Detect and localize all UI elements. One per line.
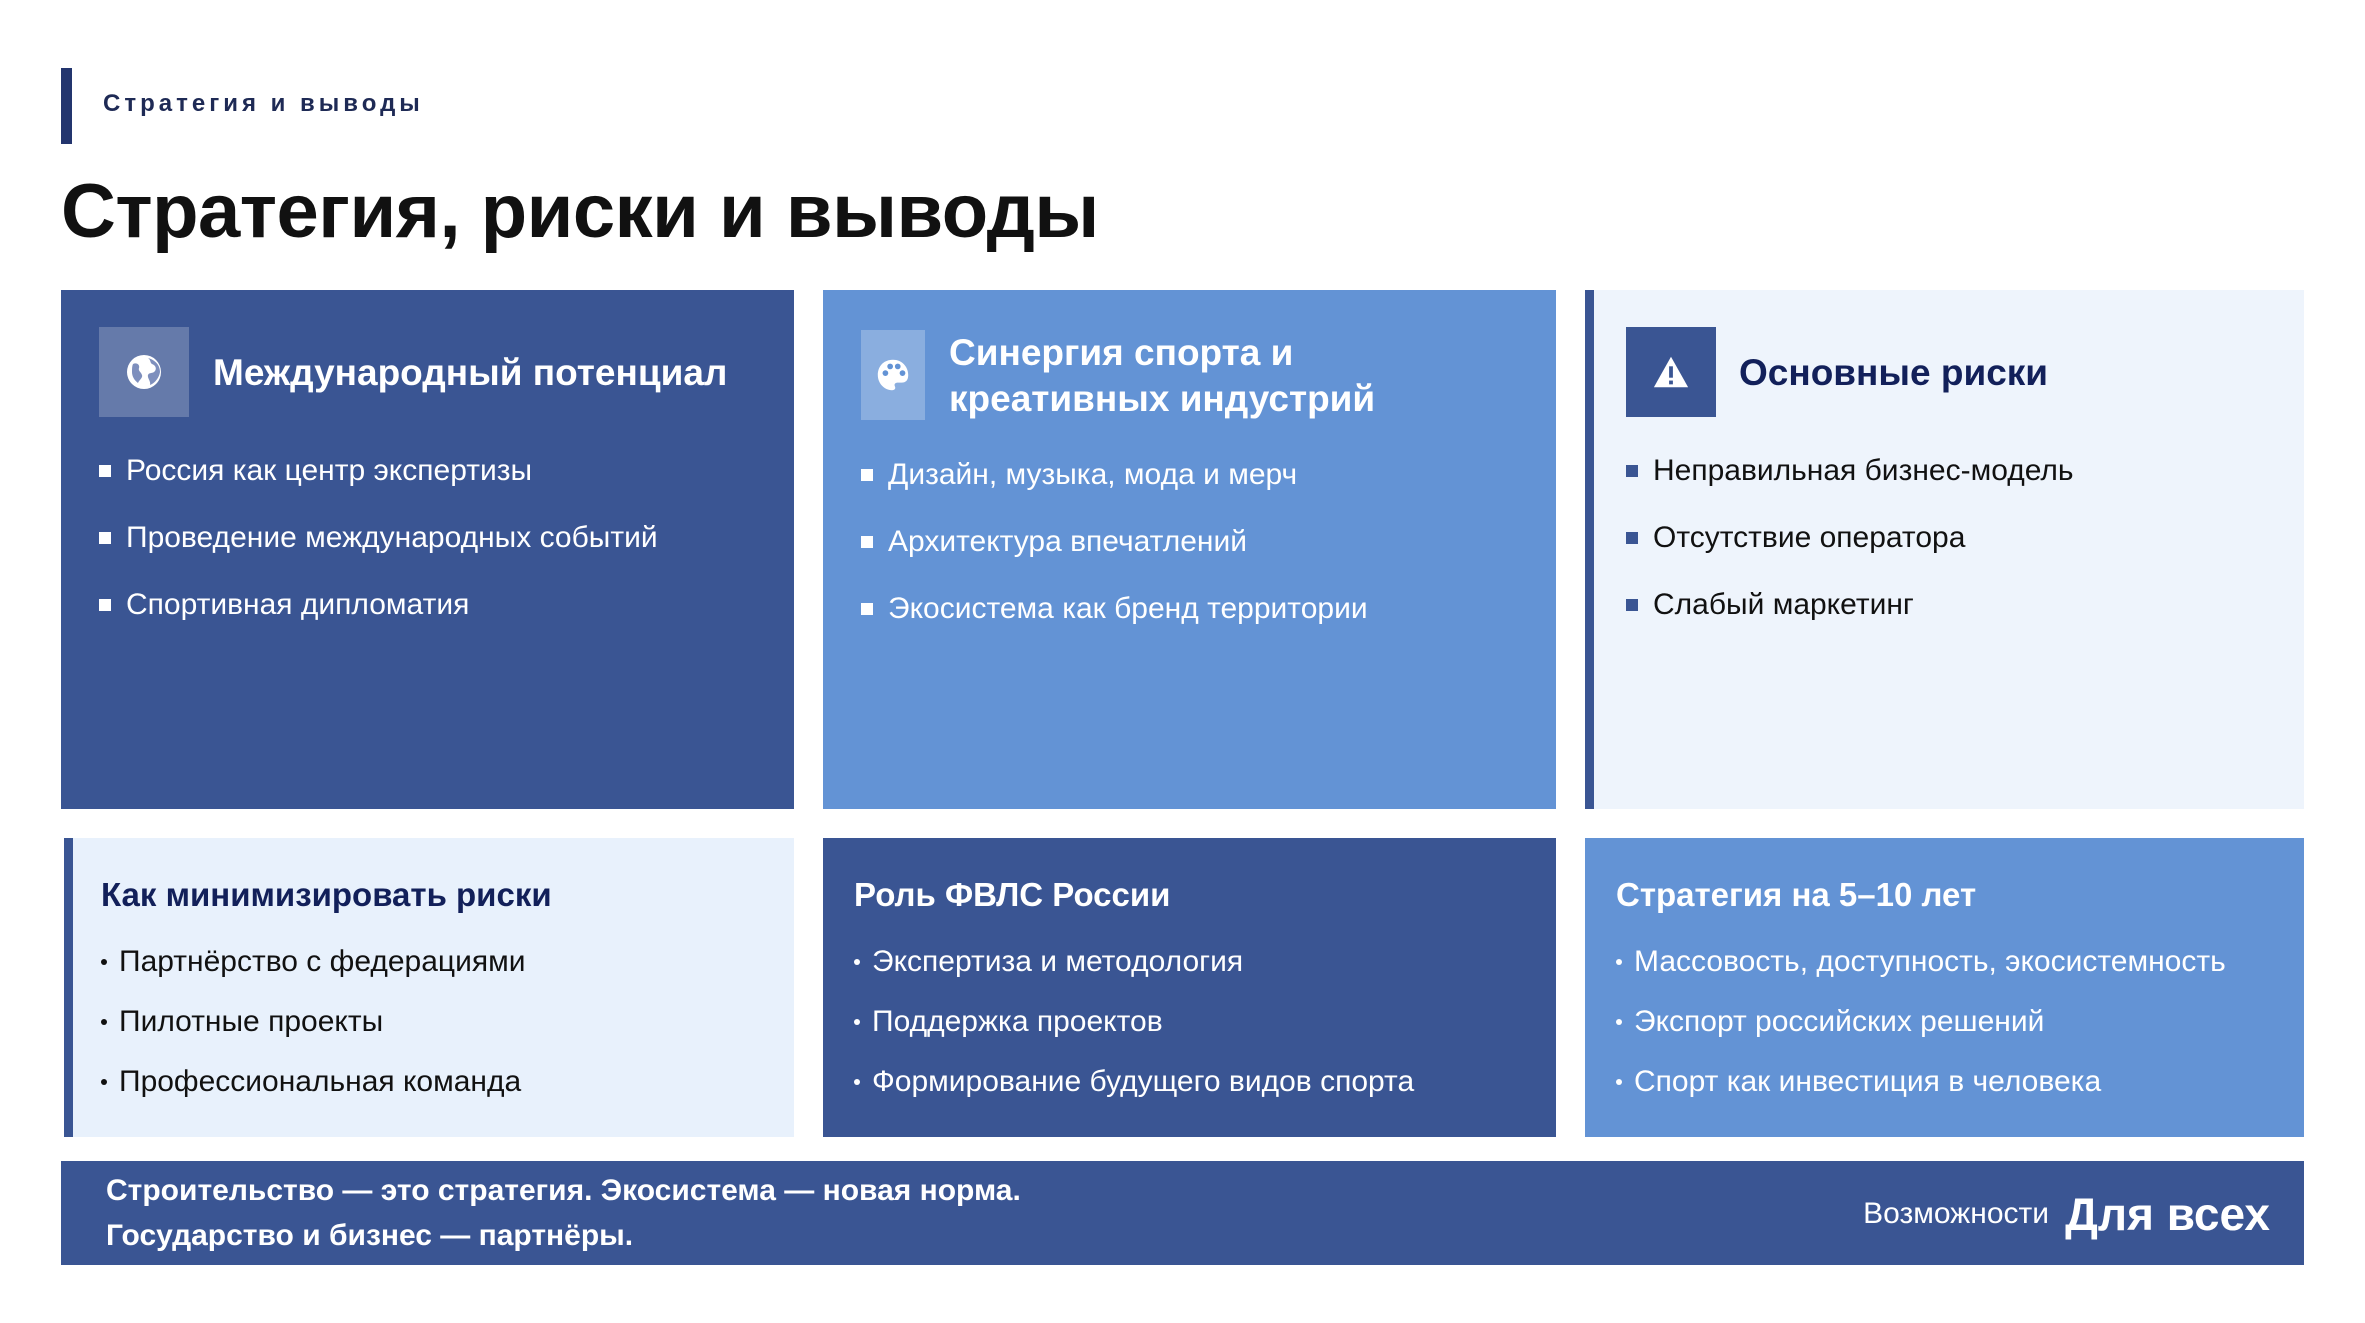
card-risks-list: [1626, 453, 2074, 654]
section-eyebrow: Стратегия и выводы: [103, 90, 424, 117]
card-international-list: [99, 453, 658, 654]
globe-icon: [99, 327, 189, 417]
card-synergy-list: [861, 457, 1368, 658]
list-item: Неправильная бизнес-модель: [1626, 453, 2074, 489]
card-international: [61, 290, 794, 809]
list-item: Спортивная дипломатия: [99, 587, 658, 623]
warning-icon: [1626, 327, 1716, 417]
footer-brand-caption: Возможности: [1863, 1197, 2049, 1230]
card-mitigation-accent: [64, 838, 73, 1137]
card-mitigation-list: [101, 944, 525, 1124]
card-strategy: [1585, 838, 2304, 1137]
list-item: Партнёрство с федерациями: [101, 944, 525, 980]
list-item: Экспорт российских решений: [1616, 1004, 2226, 1040]
list-item: Формирование будущего видов спорта: [854, 1064, 1414, 1100]
card-strategy-heading: Стратегия на 5–10 лет: [1616, 876, 1977, 913]
card-mitigation-heading: Как минимизировать риски: [101, 876, 552, 913]
footer-statement-2: Государство и бизнес — партнёры.: [106, 1219, 634, 1252]
list-item: Поддержка проектов: [854, 1004, 1414, 1040]
list-item: Экосистема как бренд территории: [861, 591, 1368, 627]
palette-icon: [861, 330, 925, 420]
list-item: Слабый маркетинг: [1626, 587, 2074, 623]
card-synergy-heading: Синергия спорта и креативных индустрий: [949, 332, 1376, 419]
card-mitigation: [64, 838, 794, 1137]
list-item: Спорт как инвестиция в человека: [1616, 1064, 2226, 1100]
list-item: Профессиональная команда: [101, 1064, 525, 1100]
list-item: Отсутствие оператора: [1626, 520, 2074, 556]
card-international-heading: Международный потенциал: [213, 352, 728, 393]
list-item: Дизайн, музыка, мода и мерч: [861, 457, 1368, 493]
list-item: Пилотные проекты: [101, 1004, 525, 1040]
eyebrow-accent-bar: [61, 68, 72, 144]
list-item: Россия как центр экспертизы: [99, 453, 658, 489]
card-risks: [1585, 290, 2304, 809]
card-role-heading: Роль ФВЛС России: [854, 876, 1171, 913]
card-risks-heading: Основные риски: [1739, 352, 2049, 393]
card-synergy: [823, 290, 1556, 809]
footer-banner: [61, 1161, 2304, 1265]
card-role: [823, 838, 1556, 1137]
card-risks-accent: [1585, 290, 1594, 809]
page-title: Стратегия, риски и выводы: [61, 169, 1099, 254]
card-strategy-list: [1616, 944, 2226, 1124]
footer-brand-logo: Для всех: [2065, 1188, 2270, 1240]
list-item: Проведение международных событий: [99, 520, 658, 556]
list-item: Экспертиза и методология: [854, 944, 1414, 980]
list-item: Архитектура впечатлений: [861, 524, 1368, 560]
footer-statement-1: Строительство — это стратегия. Экосистема — новая норма.: [106, 1174, 1021, 1207]
card-role-list: [854, 944, 1414, 1124]
list-item: Массовость, доступность, экосистемность: [1616, 944, 2226, 980]
